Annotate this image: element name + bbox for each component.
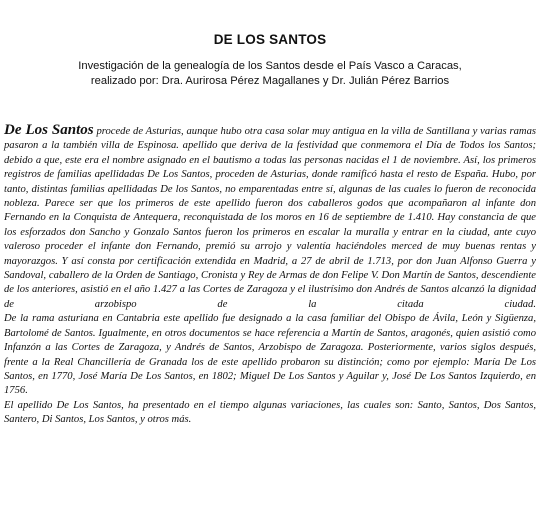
paragraph-1-text: procede de Asturias, aunque hubo otra casa solar muy antigua en la villa de Santillana y varias ramas pasaron a la también villa de Espinosa. apellido que deriva de la festividad que conmemora el Día de Todos los Santos; debido a que, este era el nombre asignado en el bautismo a todas las personas nacidas el 1 de noviembre. Así, los primeros registros de familias apellidadas De Los Santos, proceden de Asturias, donde ramificó hasta el resto de España. Hubo, por tanto, distintas familias apellidadas De los Santos, no emparentadas entre sí, algunas de las cuales lo fueron de reconocida nobleza. Parece ser que los primeros de este apellido fueron dos caballeros godos que acompañaron al infante don Fernando en la Conquista de Antequera, reconquistada de los moros en 16 de septiembre de 1.410. Hay constancia de que los esforzados don Sancho y Gonzalo Santos fueron los primeros en escalar la muralla y entrar en la ciudad, ante cuyo valeroso proceder el infante don Fernando, premió su arrojo y valentía haciéndoles merced de muy buenas rentas y mayorazgos. Y así consta por certificación extendida en Madrid, a 27 de abril de 1.713, por don Juan Alfonso Guerra y Sandoval, caballero de la Orden de Santiago, Cronista y Rey de Armas de don Felipe V. Don Martín de Santos, descendiente de los anteriores, asistió en el año 1.427 a las Cortes de Zaragoza y el ilustrísimo don Andrés de Santos alcanzó la dignidad de arzobispo de la citada ciudad. <box>4 126 536 310</box>
page-title: DE LOS SANTOS <box>213 32 327 47</box>
subtitle <box>0 59 540 89</box>
paragraph-2: De la rama asturiana en Cantabria este apellido fue designado a la casa familiar del Obispo de Ávila, León y Sigüenza, Bartolomé de Santos. Igualmente, en otros documentos se hace referencia a Martín de Santos, aragonés, quien asistió como Infanzón a las Cortes de Zaragoza, y Andrés de Santos, Arzobispo de Zaragoza. Posteriormente, varios siglos después, frente a la Real Chancillería de Granada los de este apellido probaron su distinción; como por ejemplo: María De Los Santos, en 1770, José María De Los Santos, en 1802; Miguel De Los Santos y Aguilar y, José De Los Santos Izquierdo, en 1756. <box>4 313 536 397</box>
paragraph-1 <box>4 123 536 312</box>
subtitle-line-1: Investigación de la genealogía de los Santos desde el País Vasco a Caracas, <box>78 60 462 72</box>
lead-surname: De Los Santos <box>4 122 94 138</box>
article-body <box>4 123 536 428</box>
subtitle-line-2: realizado por: Dra. Aurirosa Pérez Magallanes y Dr. Julián Pérez Barrios <box>90 75 450 87</box>
paragraph-3: El apellido De Los Santos, ha presentado en el tiempo algunas variaciones, las cuales son: Santo, Santos, Dos Santos, Santero, Di Santos, Los Santos, y otros más. <box>4 399 536 426</box>
